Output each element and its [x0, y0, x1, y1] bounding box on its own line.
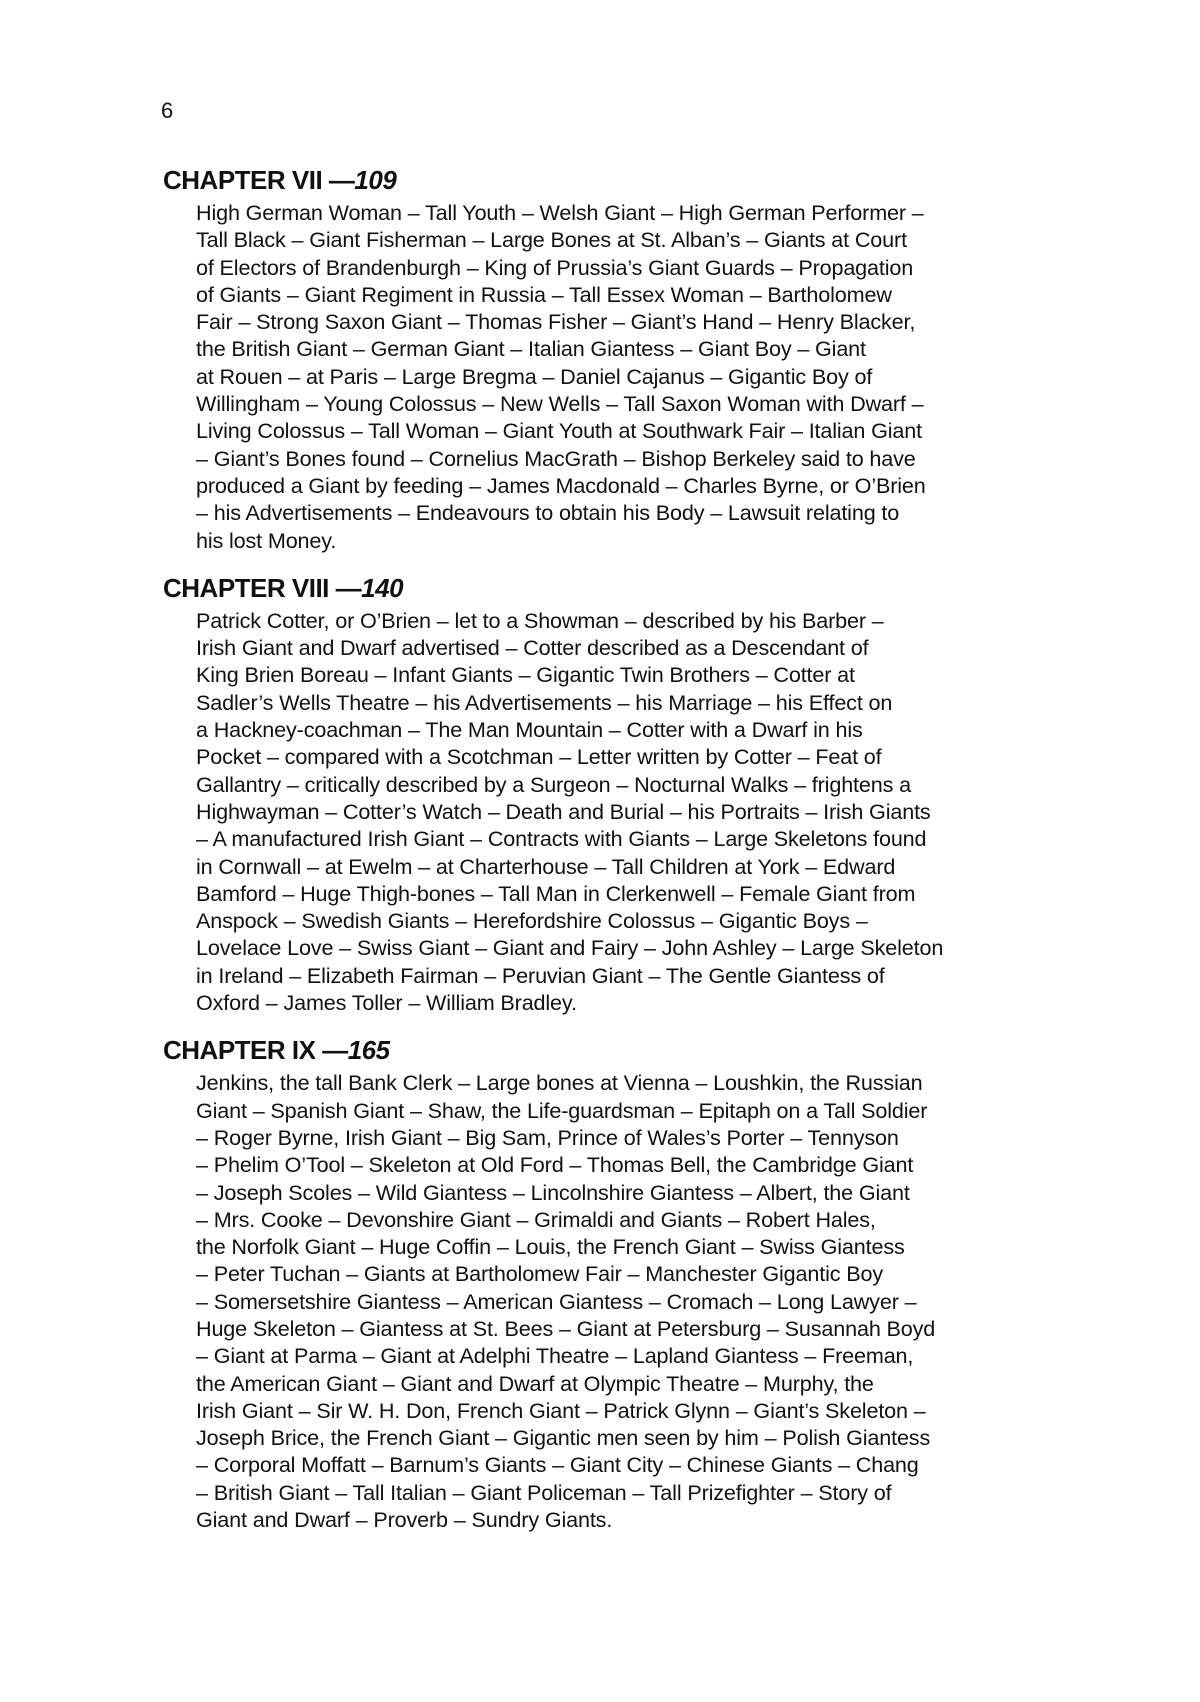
chapter-separator: — — [328, 572, 362, 603]
chapter-heading — [163, 1033, 1063, 1067]
chapter-heading — [163, 571, 1063, 605]
chapter-entry — [163, 1033, 1063, 1533]
page-number: 6 — [161, 98, 174, 123]
chapter-page-ref: 140 — [361, 572, 404, 603]
chapter-title: CHAPTER VII — [163, 165, 323, 195]
chapter-list — [163, 163, 1063, 1550]
chapter-page-ref: 109 — [354, 165, 397, 195]
chapter-separator: — — [315, 1035, 348, 1066]
chapter-page-ref: 165 — [347, 1035, 390, 1066]
chapter-title: CHAPTER VIII — [163, 572, 329, 603]
chapter-summary: High German Woman – Tall Youth – Welsh Giant – High German Performer – Tall Black – Giant Fisherman – Large Bones at St. Alban’s – Giants at Court of Electors of Brandenburgh – King of Prussia’s Giant Guards – Propagation of Giants – Giant Regiment in Russia – Tall Essex Woman – Bartholomew Fair – Strong Saxon Giant – Thomas Fisher – Giant’s Hand – Henry Blacker, the British Giant – German Giant – Italian Giantess – Giant Boy – Giant at Rouen – at Paris – Large Bregma – Daniel Cajanus – Gigantic Boy of Willingham – Young Colossus – New Wells – Tall Saxon Woman with Dwarf – Living Colossus – Tall Woman – Giant Youth at Southwark Fair – Italian Giant – Giant’s Bones found – Cornelius MacGrath – Bishop Berkeley said to have produced a Giant by feeding – James Macdonald – Charles Byrne, or O’Brien – his Advertisements – Endeavours to obtain his Body – Lawsuit relating to his lost Money. — [196, 200, 926, 553]
chapter-entry — [163, 163, 1063, 554]
chapter-title: CHAPTER IX — [163, 1035, 316, 1066]
chapter-summary: Patrick Cotter, or O’Brien – let to a Showman – described by his Barber – Irish Giant and Dwarf advertised – Cotter described as a Descendant of King Brien Boreau – Infant Giants – Gigantic Twin Brothers – Cotter at Sadler’s Wells Theatre – his Advertisements – his Marriage – his Effect on a Hackney-coachman – The Man Mountain – Cotter with a Dwarf in his Pocket – compared with a Scotchman – Letter written by Cotter – Feat of Gallantry – critically described by a Surgeon – Nocturnal Walks – frightens a Highwayman – Cotter’s Watch – Death and Burial – his Portraits – Irish Giants – A manufactured Irish Giant – Contracts with Giants – Large Skeletons found in Cornwall – at Ewelm – at Charterhouse – Tall Children at York – Edward Bamford – Huge Thigh-bones – Tall Man in Clerkenwell – Female Giant from Anspock – Swedish Giants – Herefordshire Colossus – Gigantic Boys – Lovelace Love – Swiss Giant – Giant and Fairy – John Ashley – Large Skeleton in Ireland – Elizabeth Fairman – Peruvian Giant – The Gentle Giantess of Oxford – James Toller – William Bradley. — [196, 607, 944, 1016]
chapter-heading — [163, 163, 1063, 197]
chapter-separator: — — [322, 165, 355, 195]
chapter-summary: Jenkins, the tall Bank Clerk – Large bones at Vienna – Loushkin, the Russian Giant – Spanish Giant – Shaw, the Life-guardsman – Epitaph on a Tall Soldier – Roger Byrne, Irish Giant – Big Sam, Prince of Wales’s Porter – Tennyson – Phelim O’Tool – Skeleton at Old Ford – Thomas Bell, the Cambridge Giant – Joseph Scoles – Wild Giantess – Lincolnshire Giantess – Albert, the Giant – Mrs. Cooke – Devonshire Giant – Grimaldi and Giants – Robert Hales, the Norfolk Giant – Huge Coffin – Louis, the French Giant – Swiss Giantess – Peter Tuchan – Giants at Bartholomew Fair – Manchester Gigantic Boy – Somersetshire Giantess – American Giantess – Cromach – Long Lawyer – Huge Skeleton – Giantess at St. Bees – Giant at Petersburg – Susannah Boyd – Giant at Parma – Giant at Adelphi Theatre – Lapland Giantess – Freeman, the American Giant – Giant and Dwarf at Olympic Theatre – Murphy, the Irish Giant – Sir W. H. Don, French Giant – Patrick Glynn – Giant’s Skeleton – Joseph Brice, the French Giant – Gigantic men seen by him – Polish Giantess – Corporal Moffatt – Barnum’s Giants – Giant City – Chinese Giants – Chang – British Giant – Tall Italian – Giant Policeman – Tall Prizefighter – Story of Giant and Dwarf – Proverb – Sundry Giants. — [196, 1070, 936, 1533]
chapter-entry — [163, 571, 1063, 1016]
